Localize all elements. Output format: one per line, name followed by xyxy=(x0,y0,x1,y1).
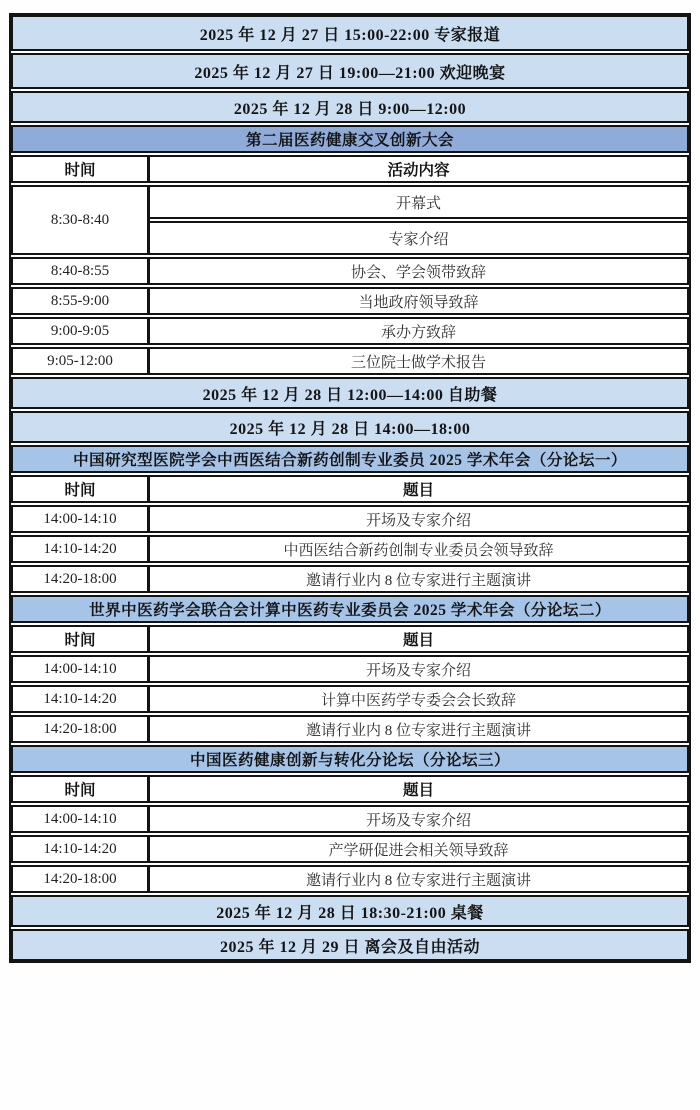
topic-column-header: 题目 xyxy=(402,482,434,499)
banner-row-afternoon-session xyxy=(11,411,689,443)
column-header-row-forum2 xyxy=(11,625,689,653)
banner-text: 2025 年 12 月 28 日 14:00—18:00 xyxy=(229,420,471,438)
activity-cell: 开场及专家介绍 xyxy=(365,512,471,529)
activity-cell: 开幕式 xyxy=(150,187,687,219)
time-column-header: 时间 xyxy=(13,627,150,651)
schedule-row xyxy=(11,347,689,375)
time-cell: 9:05-12:00 xyxy=(13,349,150,373)
time-cell: 9:00-9:05 xyxy=(13,319,150,343)
schedule-row xyxy=(11,715,689,743)
schedule-row xyxy=(11,505,689,533)
activity-cell: 三位院士做学术报告 xyxy=(350,354,486,371)
activity-cell: 计算中医药学专委会会长致辞 xyxy=(320,692,516,709)
schedule-row xyxy=(11,865,689,893)
banner-text: 2025 年 12 月 28 日 18:30-21:00 桌餐 xyxy=(216,904,484,922)
section-title-text: 中国研究型医院学会中西医结合新药创制专业委员 2025 学术年会（分论坛一） xyxy=(73,452,627,469)
activity-cell: 邀请行业内 8 位专家进行主题演讲 xyxy=(305,572,531,589)
banner-row-buffet-lunch xyxy=(11,377,689,409)
activity-cell: 产学研促进会相关领导致辞 xyxy=(328,842,509,859)
activity-stack xyxy=(150,187,687,253)
section-title-text: 第二届医药健康交叉创新大会 xyxy=(245,132,454,149)
activity-cell: 专家介绍 xyxy=(150,221,687,253)
time-cell: 14:20-18:00 xyxy=(13,567,150,591)
time-cell: 14:10-14:20 xyxy=(13,837,150,861)
activity-cell: 协会、学会领带致辞 xyxy=(350,264,486,281)
topic-column-header: 题目 xyxy=(402,782,434,799)
time-cell: 8:30-8:40 xyxy=(13,187,150,253)
banner-row-morning-session xyxy=(11,91,689,123)
activity-cell: 当地政府领导致辞 xyxy=(358,294,479,311)
schedule-row xyxy=(11,535,689,563)
schedule-row xyxy=(11,805,689,833)
forum2-title-row xyxy=(11,595,689,623)
forum3-title-row xyxy=(11,745,689,773)
banner-text: 2025 年 12 月 28 日 9:00—12:00 xyxy=(233,100,467,118)
schedule-row xyxy=(11,835,689,863)
schedule-row xyxy=(11,257,689,285)
schedule-row xyxy=(11,565,689,593)
activity-cell: 邀请行业内 8 位专家进行主题演讲 xyxy=(305,722,531,739)
schedule-row xyxy=(11,317,689,345)
banner-row-welcome-dinner xyxy=(11,53,689,89)
time-cell: 14:10-14:20 xyxy=(13,687,150,711)
schedule-row xyxy=(11,685,689,713)
section-title-text: 世界中医药学会联合会计算中医药专业委员会 2025 学术年会（分论坛二） xyxy=(89,602,611,619)
topic-column-header: 题目 xyxy=(402,632,434,649)
schedule-row xyxy=(11,287,689,315)
forum1-title-row xyxy=(11,445,689,473)
time-cell: 14:00-14:10 xyxy=(13,807,150,831)
banner-text: 2025 年 12 月 28 日 12:00—14:00 自助餐 xyxy=(202,386,498,404)
column-header-row-forum1 xyxy=(11,475,689,503)
time-cell: 8:40-8:55 xyxy=(13,259,150,283)
time-cell: 14:10-14:20 xyxy=(13,537,150,561)
time-cell: 14:00-14:10 xyxy=(13,507,150,531)
time-cell: 8:55-9:00 xyxy=(13,289,150,313)
activity-cell: 开场及专家介绍 xyxy=(365,812,471,829)
activity-column-header: 活动内容 xyxy=(387,162,450,179)
banner-row-expert-checkin xyxy=(11,15,689,51)
activity-cell: 邀请行业内 8 位专家进行主题演讲 xyxy=(305,872,531,889)
schedule-table xyxy=(9,13,691,963)
activity-cell: 承办方致辞 xyxy=(380,324,456,341)
banner-text: 2025 年 12 月 29 日 离会及自由活动 xyxy=(219,938,480,956)
time-column-header: 时间 xyxy=(13,777,150,801)
time-cell: 14:00-14:10 xyxy=(13,657,150,681)
banner-row-departure xyxy=(11,929,689,961)
banner-row-banquet-dinner xyxy=(11,895,689,927)
column-header-row-main xyxy=(11,155,689,183)
banner-text: 2025 年 12 月 27 日 19:00—21:00 欢迎晚宴 xyxy=(194,64,506,82)
time-column-header: 时间 xyxy=(13,157,150,181)
main-conference-title-row xyxy=(11,125,689,153)
activity-cell: 开场及专家介绍 xyxy=(365,662,471,679)
time-cell: 14:20-18:00 xyxy=(13,717,150,741)
time-column-header: 时间 xyxy=(13,477,150,501)
banner-text: 2025 年 12 月 27 日 15:00-22:00 专家报道 xyxy=(199,26,501,44)
section-title-text: 中国医药健康创新与转化分论坛（分论坛三） xyxy=(189,752,510,769)
column-header-row-forum3 xyxy=(11,775,689,803)
schedule-row-merged xyxy=(11,185,689,255)
time-cell: 14:20-18:00 xyxy=(13,867,150,891)
activity-cell: 中西医结合新药创制专业委员会领导致辞 xyxy=(283,542,554,559)
schedule-row xyxy=(11,655,689,683)
